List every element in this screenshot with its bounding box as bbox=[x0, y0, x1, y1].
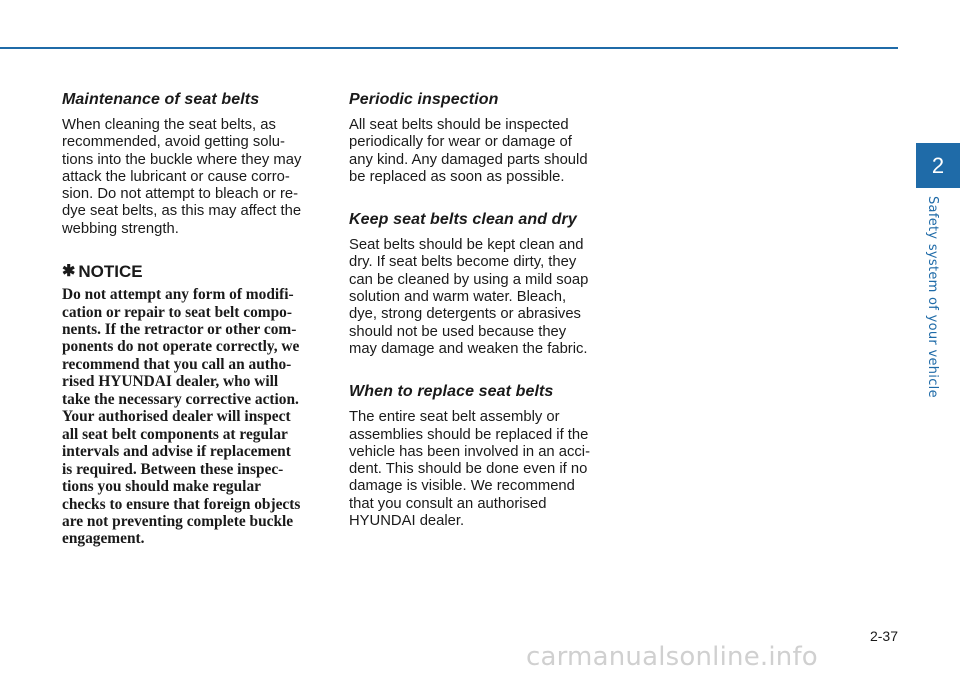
replace-heading: When to replace seat belts bbox=[349, 383, 554, 401]
periodic-inspection-text: All seat belts should be inspected periodically for wear or damage of any kind. Any damaged parts should be replaced as soon as possible. bbox=[349, 117, 588, 185]
notice-cross-icon: ✱ bbox=[62, 263, 76, 281]
left-column bbox=[62, 90, 324, 548]
right-column bbox=[349, 90, 611, 530]
notice-title-label: NOTICE bbox=[78, 262, 143, 282]
clean-dry-text: Seat belts should be kept clean and dry. If seat belts become dirty, they can be cleaned by using a mild soap solution and warm water. Bleach, dye, strong detergents or abrasives should not be used because they may damage and weaken the fabric. bbox=[349, 237, 589, 357]
maintenance-text: When cleaning the seat belts, as recommended, avoid getting solu- tions into the buckle where they may attack the lubricant or cause corro- sion. Do not attempt to bleach or re- dye seat belts, as this may affect the webbing strength. bbox=[62, 117, 302, 237]
maintenance-heading: Maintenance of seat belts bbox=[62, 91, 260, 108]
clean-dry-heading: Keep seat belts clean and dry bbox=[349, 211, 577, 229]
notice-text: Do not attempt any form of modifi- cation or repair to seat belt compo- nents. If the retractor or other com- ponents do not operate correctly, we recommend that you call an autho- rised HYUNDAI dealer, who will take the necessary corrective action. Your authorised dealer will inspect all seat belt components at regular intervals and advise if replacement is required. Between these inspec- tions you should make regular checks to ensure that foreign objects are not preventing complete buckle engagement. bbox=[62, 286, 301, 548]
replace-text: The entire seat belt assembly or assemblies should be replaced if the vehicle has been involved in an acci- dent. This should be done even if no damage is visible. We recommend that you consult an authorised HYUNDAI dealer. bbox=[349, 409, 591, 530]
chapter-tab: 2 bbox=[916, 143, 960, 188]
notice-title bbox=[62, 262, 324, 282]
header-rule bbox=[0, 47, 898, 49]
watermark: carmanualsonline.info bbox=[526, 642, 818, 672]
chapter-title: Safety system of your vehicle bbox=[925, 196, 940, 398]
page-number: 2-37 bbox=[869, 628, 898, 644]
periodic-inspection-heading: Periodic inspection bbox=[349, 91, 499, 108]
